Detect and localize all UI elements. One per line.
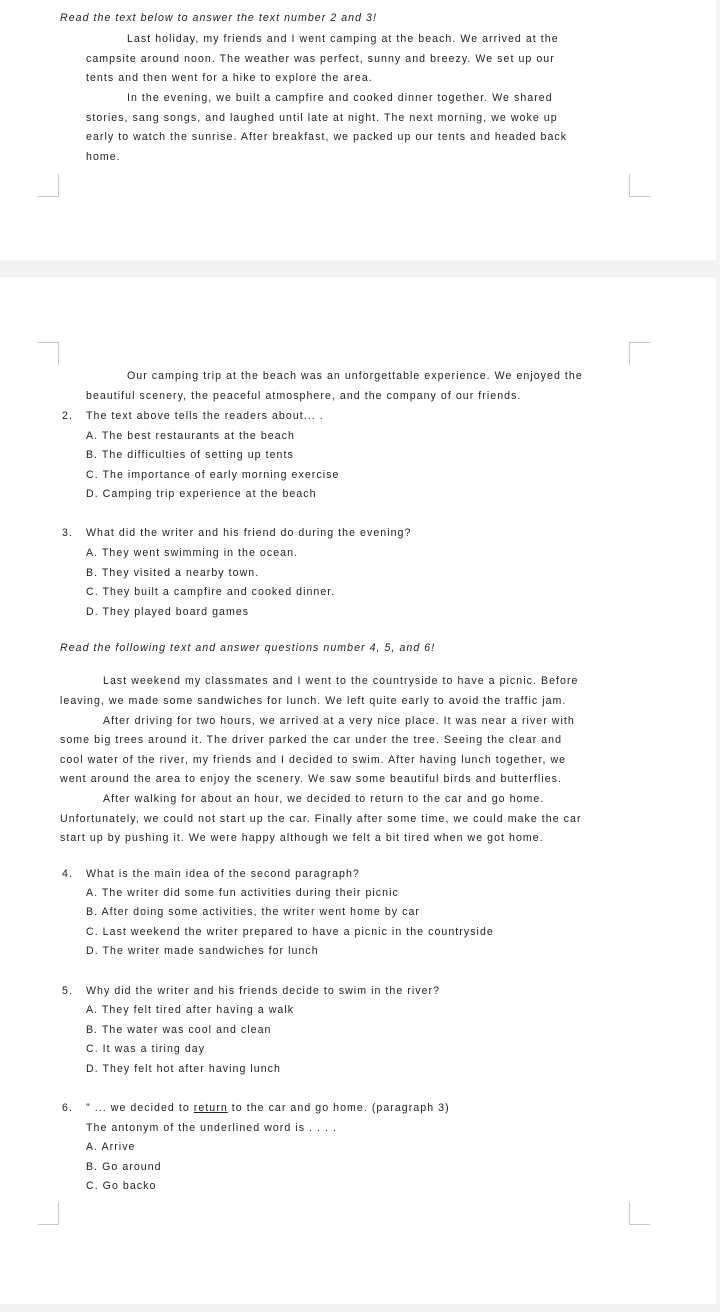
passage1-line: home.	[86, 151, 121, 163]
page-2	[0, 278, 716, 1304]
margin-corner	[629, 1202, 650, 1225]
question-number: 5.	[62, 985, 73, 997]
margin-corner	[629, 174, 650, 197]
answer-option[interactable]: A. The best restaurants at the beach	[86, 430, 295, 442]
answer-option[interactable]: C. The importance of early morning exercise	[86, 469, 340, 481]
answer-option[interactable]: C. Last weekend the writer prepared to have a picnic in the countryside	[86, 926, 494, 938]
passage2-line: start up by pushing it. We were happy although we felt a bit tired when we got home.	[60, 832, 544, 844]
question-number: 3.	[62, 527, 73, 539]
quote-pre: " ... we decided to	[86, 1102, 194, 1114]
margin-corner	[38, 342, 59, 365]
passage1-line: Last holiday, my friends and I went camping at the beach. We arrived at the	[127, 33, 559, 45]
question-quote	[86, 1101, 450, 1115]
question-stem: Why did the writer and his friends decide to swim in the river?	[86, 985, 441, 997]
answer-option[interactable]: C. They built a campfire and cooked dinner.	[86, 586, 336, 598]
passage1-line: beautiful scenery, the peaceful atmosphere, and the company of our friends.	[86, 390, 522, 402]
answer-option[interactable]: B. The water was cool and clean	[86, 1024, 272, 1036]
answer-option[interactable]: A. The writer did some fun activities during their picnic	[86, 887, 399, 899]
margin-corner	[38, 1202, 59, 1225]
quote-post: to the car and go home. (paragraph 3)	[227, 1102, 450, 1114]
answer-option[interactable]: D. They felt hot after having lunch	[86, 1063, 281, 1075]
question-stem: The text above tells the readers about... .	[86, 410, 324, 422]
answer-option[interactable]: B. Go around	[86, 1161, 162, 1173]
answer-option[interactable]: B. After doing some activities, the writer went home by car	[86, 906, 420, 918]
answer-option[interactable]: B. The difficulties of setting up tents	[86, 449, 294, 461]
passage1-line: In the evening, we built a campfire and cooked dinner together. We shared	[127, 92, 553, 104]
passage2-line: Last weekend my classmates and I went to the countryside to have a picnic. Before	[103, 675, 579, 687]
instruction-1: Read the text below to answer the text number 2 and 3!	[60, 12, 377, 24]
passage1-line: Our camping trip at the beach was an unforgettable experience. We enjoyed the	[127, 370, 583, 382]
answer-option[interactable]: B. They visited a nearby town.	[86, 567, 260, 579]
passage2-line: leaving, we made some sandwiches for lunch. We left quite early to avoid the traffic jam.	[60, 695, 567, 707]
page-1	[0, 0, 716, 260]
instruction-2: Read the following text and answer questions number 4, 5, and 6!	[60, 642, 436, 654]
answer-option[interactable]: C. Go backo	[86, 1180, 157, 1192]
passage1-line: stories, sang songs, and laughed until late at night. The next morning, we woke up	[86, 112, 558, 124]
passage2-line: After driving for two hours, we arrived at a very nice place. It was near a river with	[103, 715, 575, 727]
passage2-line: After walking for about an hour, we decided to return to the car and go home.	[103, 793, 545, 805]
passage2-line: Unfortunately, we could not start up the car. Finally after some time, we could make the car	[60, 813, 582, 825]
question-number: 6.	[62, 1102, 73, 1114]
passage1-line: early to watch the sunrise. After breakfast, we packed up our tents and headed back	[86, 131, 568, 143]
margin-corner	[629, 342, 650, 365]
underlined-word: return	[193, 1102, 228, 1114]
passage2-line: cool water of the river, my friends and I decided to swim. After having lunch together, we	[60, 754, 567, 766]
answer-option[interactable]: D. Camping trip experience at the beach	[86, 488, 317, 500]
answer-option[interactable]: A. Arrive	[86, 1141, 136, 1153]
passage2-line: some big trees around it. The driver parked the car under the tree. Seeing the clear and	[60, 734, 563, 746]
question-stem: What is the main idea of the second paragraph?	[86, 868, 360, 880]
margin-corner	[38, 174, 59, 197]
passage2-line: went around the area to enjoy the scenery. We saw some beautiful birds and butterflies.	[60, 773, 562, 785]
passage1-line: tents and then went for a hike to explore the area.	[86, 72, 373, 84]
answer-option[interactable]: D. They played board games	[86, 606, 250, 618]
question-number: 2.	[62, 410, 73, 422]
passage1-line: campsite around noon. The weather was perfect, sunny and breezy. We set up our	[86, 53, 555, 65]
answer-option[interactable]: A. They went swimming in the ocean.	[86, 547, 299, 559]
question-stem: The antonym of the underlined word is . . . .	[86, 1122, 337, 1134]
answer-option[interactable]: C. It was a tiring day	[86, 1043, 206, 1055]
question-stem: What did the writer and his friend do during the evening?	[86, 527, 412, 539]
answer-option[interactable]: A. They felt tired after having a walk	[86, 1004, 295, 1016]
answer-option[interactable]: D. The writer made sandwiches for lunch	[86, 945, 319, 957]
question-number: 4.	[62, 868, 73, 880]
